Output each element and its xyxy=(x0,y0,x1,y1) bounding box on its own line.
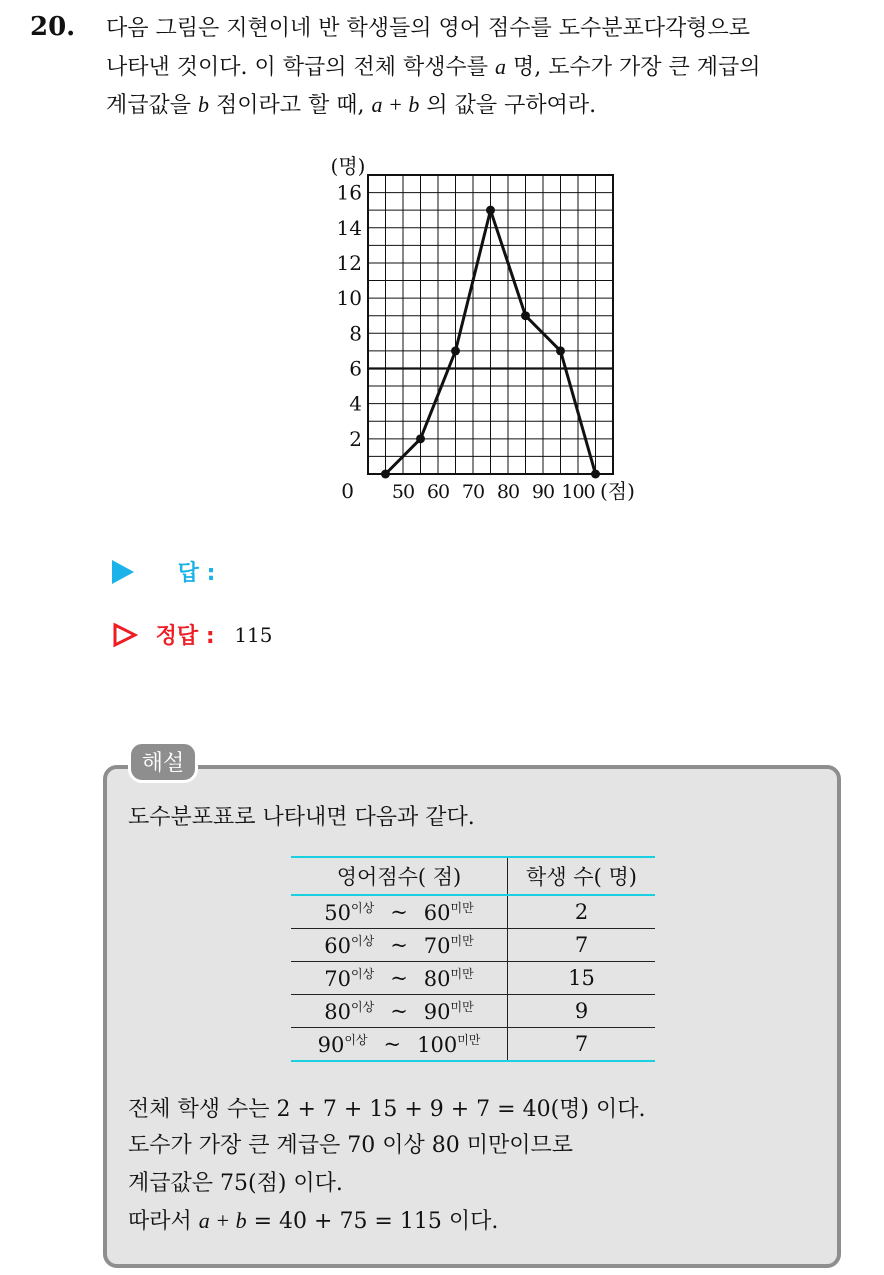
x-unit-label: (점) xyxy=(600,479,635,503)
solution-line-4 xyxy=(128,1204,498,1235)
lt-mark: 미만 xyxy=(450,934,474,948)
solution-text: = 40 + 75 = 115 이다. xyxy=(246,1209,499,1234)
range-low-value: 60 xyxy=(324,934,351,958)
y-tick-label: 14 xyxy=(336,215,362,240)
count-cell: 9 xyxy=(508,995,656,1028)
frequency-table xyxy=(291,856,655,1062)
score-range-cell xyxy=(291,895,508,929)
solution-line-2: 도수가 가장 큰 계급은 70 이상 80 미만이므로 xyxy=(128,1133,573,1158)
data-point xyxy=(521,311,530,320)
y-tick-label: 16 xyxy=(336,180,362,205)
y-tick-label: 2 xyxy=(349,426,362,451)
y-tick-label: 4 xyxy=(349,391,362,416)
answer-row xyxy=(112,556,215,587)
expression-a-plus-b: a + b xyxy=(198,1208,247,1233)
solution-text: 따라서 xyxy=(128,1209,199,1234)
solution-line-1: 전체 학생 수는 2 + 7 + 15 + 9 + 7 = 40(명) 이다. xyxy=(128,1097,646,1122)
data-point xyxy=(591,470,600,479)
range-high xyxy=(424,932,474,958)
ge-mark: 이상 xyxy=(351,934,375,948)
question-text: 나타낸 것이다. 이 학급의 전체 학생수를 xyxy=(106,55,495,80)
x-tick-label: 60 xyxy=(426,481,450,503)
explanation-intro: 도수분포표로 나타내면 다음과 같다. xyxy=(128,805,475,830)
count-cell: 15 xyxy=(508,962,656,995)
y-unit-label: (명) xyxy=(330,154,366,178)
lt-mark: 미만 xyxy=(450,901,474,915)
range-high-value: 70 xyxy=(423,934,451,958)
data-point xyxy=(556,346,565,355)
range-high xyxy=(424,965,474,991)
x-tick-label: 70 xyxy=(461,481,485,503)
answer-label: 답 : xyxy=(177,561,216,586)
count-cell: 2 xyxy=(508,895,656,929)
question-line-2 xyxy=(106,52,760,83)
data-point xyxy=(486,206,495,215)
range-tilde: ~ xyxy=(383,1032,402,1056)
score-range-cell xyxy=(291,962,508,995)
question-text: 계급값을 xyxy=(106,93,199,118)
expression-a-plus-b: a + b xyxy=(371,92,420,117)
count-cell: 7 xyxy=(508,929,656,962)
lt-mark: 미만 xyxy=(457,1033,481,1047)
range-high-value: 90 xyxy=(423,1000,451,1024)
play-arrow-icon xyxy=(112,560,134,584)
range-high xyxy=(424,998,474,1024)
ge-mark: 이상 xyxy=(351,901,375,915)
question-number: 20. xyxy=(30,12,76,42)
range-tilde: ~ xyxy=(390,966,408,990)
table-row xyxy=(291,962,655,995)
frequency-polygon-chart xyxy=(318,150,648,510)
score-range-cell xyxy=(291,995,508,1028)
x-tick-label: 50 xyxy=(391,481,415,503)
lt-mark: 미만 xyxy=(450,967,474,981)
data-point xyxy=(416,434,425,443)
solution-line-3: 계급값은 75(점) 이다. xyxy=(128,1171,343,1196)
question-line-1: 다음 그림은 지현이네 반 학생들의 영어 점수를 도수분포다각형으로 xyxy=(106,16,751,41)
x-tick-label: 90 xyxy=(531,481,555,503)
range-low-value: 70 xyxy=(324,967,351,991)
data-point xyxy=(451,346,460,355)
range-low xyxy=(324,998,374,1024)
ge-mark: 이상 xyxy=(344,1033,368,1047)
range-tilde: ~ xyxy=(390,933,408,957)
y-tick-label: 12 xyxy=(336,250,362,275)
range-low xyxy=(324,932,374,958)
range-high-value: 60 xyxy=(423,901,451,925)
range-low xyxy=(324,965,374,991)
score-range-cell xyxy=(291,929,508,962)
table-header-count: 학생 수( 명) xyxy=(508,857,656,895)
correct-answer-row xyxy=(112,619,273,650)
y-tick-label: 6 xyxy=(349,356,362,381)
range-low xyxy=(318,1031,368,1057)
variable-b: b xyxy=(198,92,210,117)
correct-answer-label: 정답 : xyxy=(155,624,215,649)
ge-mark: 이상 xyxy=(351,1000,375,1014)
correct-answer-value: 115 xyxy=(234,622,273,647)
question-line-3 xyxy=(106,90,596,121)
range-low-value: 50 xyxy=(324,901,351,925)
lt-mark: 미만 xyxy=(450,1000,474,1014)
y-tick-label: 8 xyxy=(349,321,362,346)
x-tick-label: 80 xyxy=(496,481,520,503)
question-text: 점이라고 할 때, xyxy=(209,93,372,118)
range-high xyxy=(417,1031,480,1057)
range-high-value: 80 xyxy=(423,967,451,991)
question-text: 명, 도수가 가장 큰 계급의 xyxy=(506,55,761,80)
table-row xyxy=(291,929,655,962)
table-body xyxy=(291,895,655,1061)
score-range-cell xyxy=(291,1028,508,1062)
range-low xyxy=(324,899,374,925)
variable-a: a xyxy=(495,54,506,79)
ge-mark: 이상 xyxy=(351,967,375,981)
range-low-value: 90 xyxy=(317,1033,345,1057)
outline-arrow-icon xyxy=(112,622,138,648)
range-high xyxy=(424,899,474,925)
range-tilde: ~ xyxy=(390,900,408,924)
table-header-score: 영어점수( 점) xyxy=(291,857,508,895)
table-row xyxy=(291,1028,655,1062)
origin-label: 0 xyxy=(341,479,354,503)
count-cell: 7 xyxy=(508,1028,656,1062)
x-tick-label: 100 xyxy=(561,481,595,503)
range-tilde: ~ xyxy=(390,999,408,1023)
table-row xyxy=(291,995,655,1028)
table-row xyxy=(291,895,655,929)
data-point xyxy=(381,470,390,479)
question-text: 의 값을 구하여라. xyxy=(419,93,597,118)
y-tick-label: 10 xyxy=(336,286,362,311)
range-low-value: 80 xyxy=(324,1000,351,1024)
explanation-tag: 해설 xyxy=(128,741,198,783)
range-high-value: 100 xyxy=(417,1033,458,1057)
